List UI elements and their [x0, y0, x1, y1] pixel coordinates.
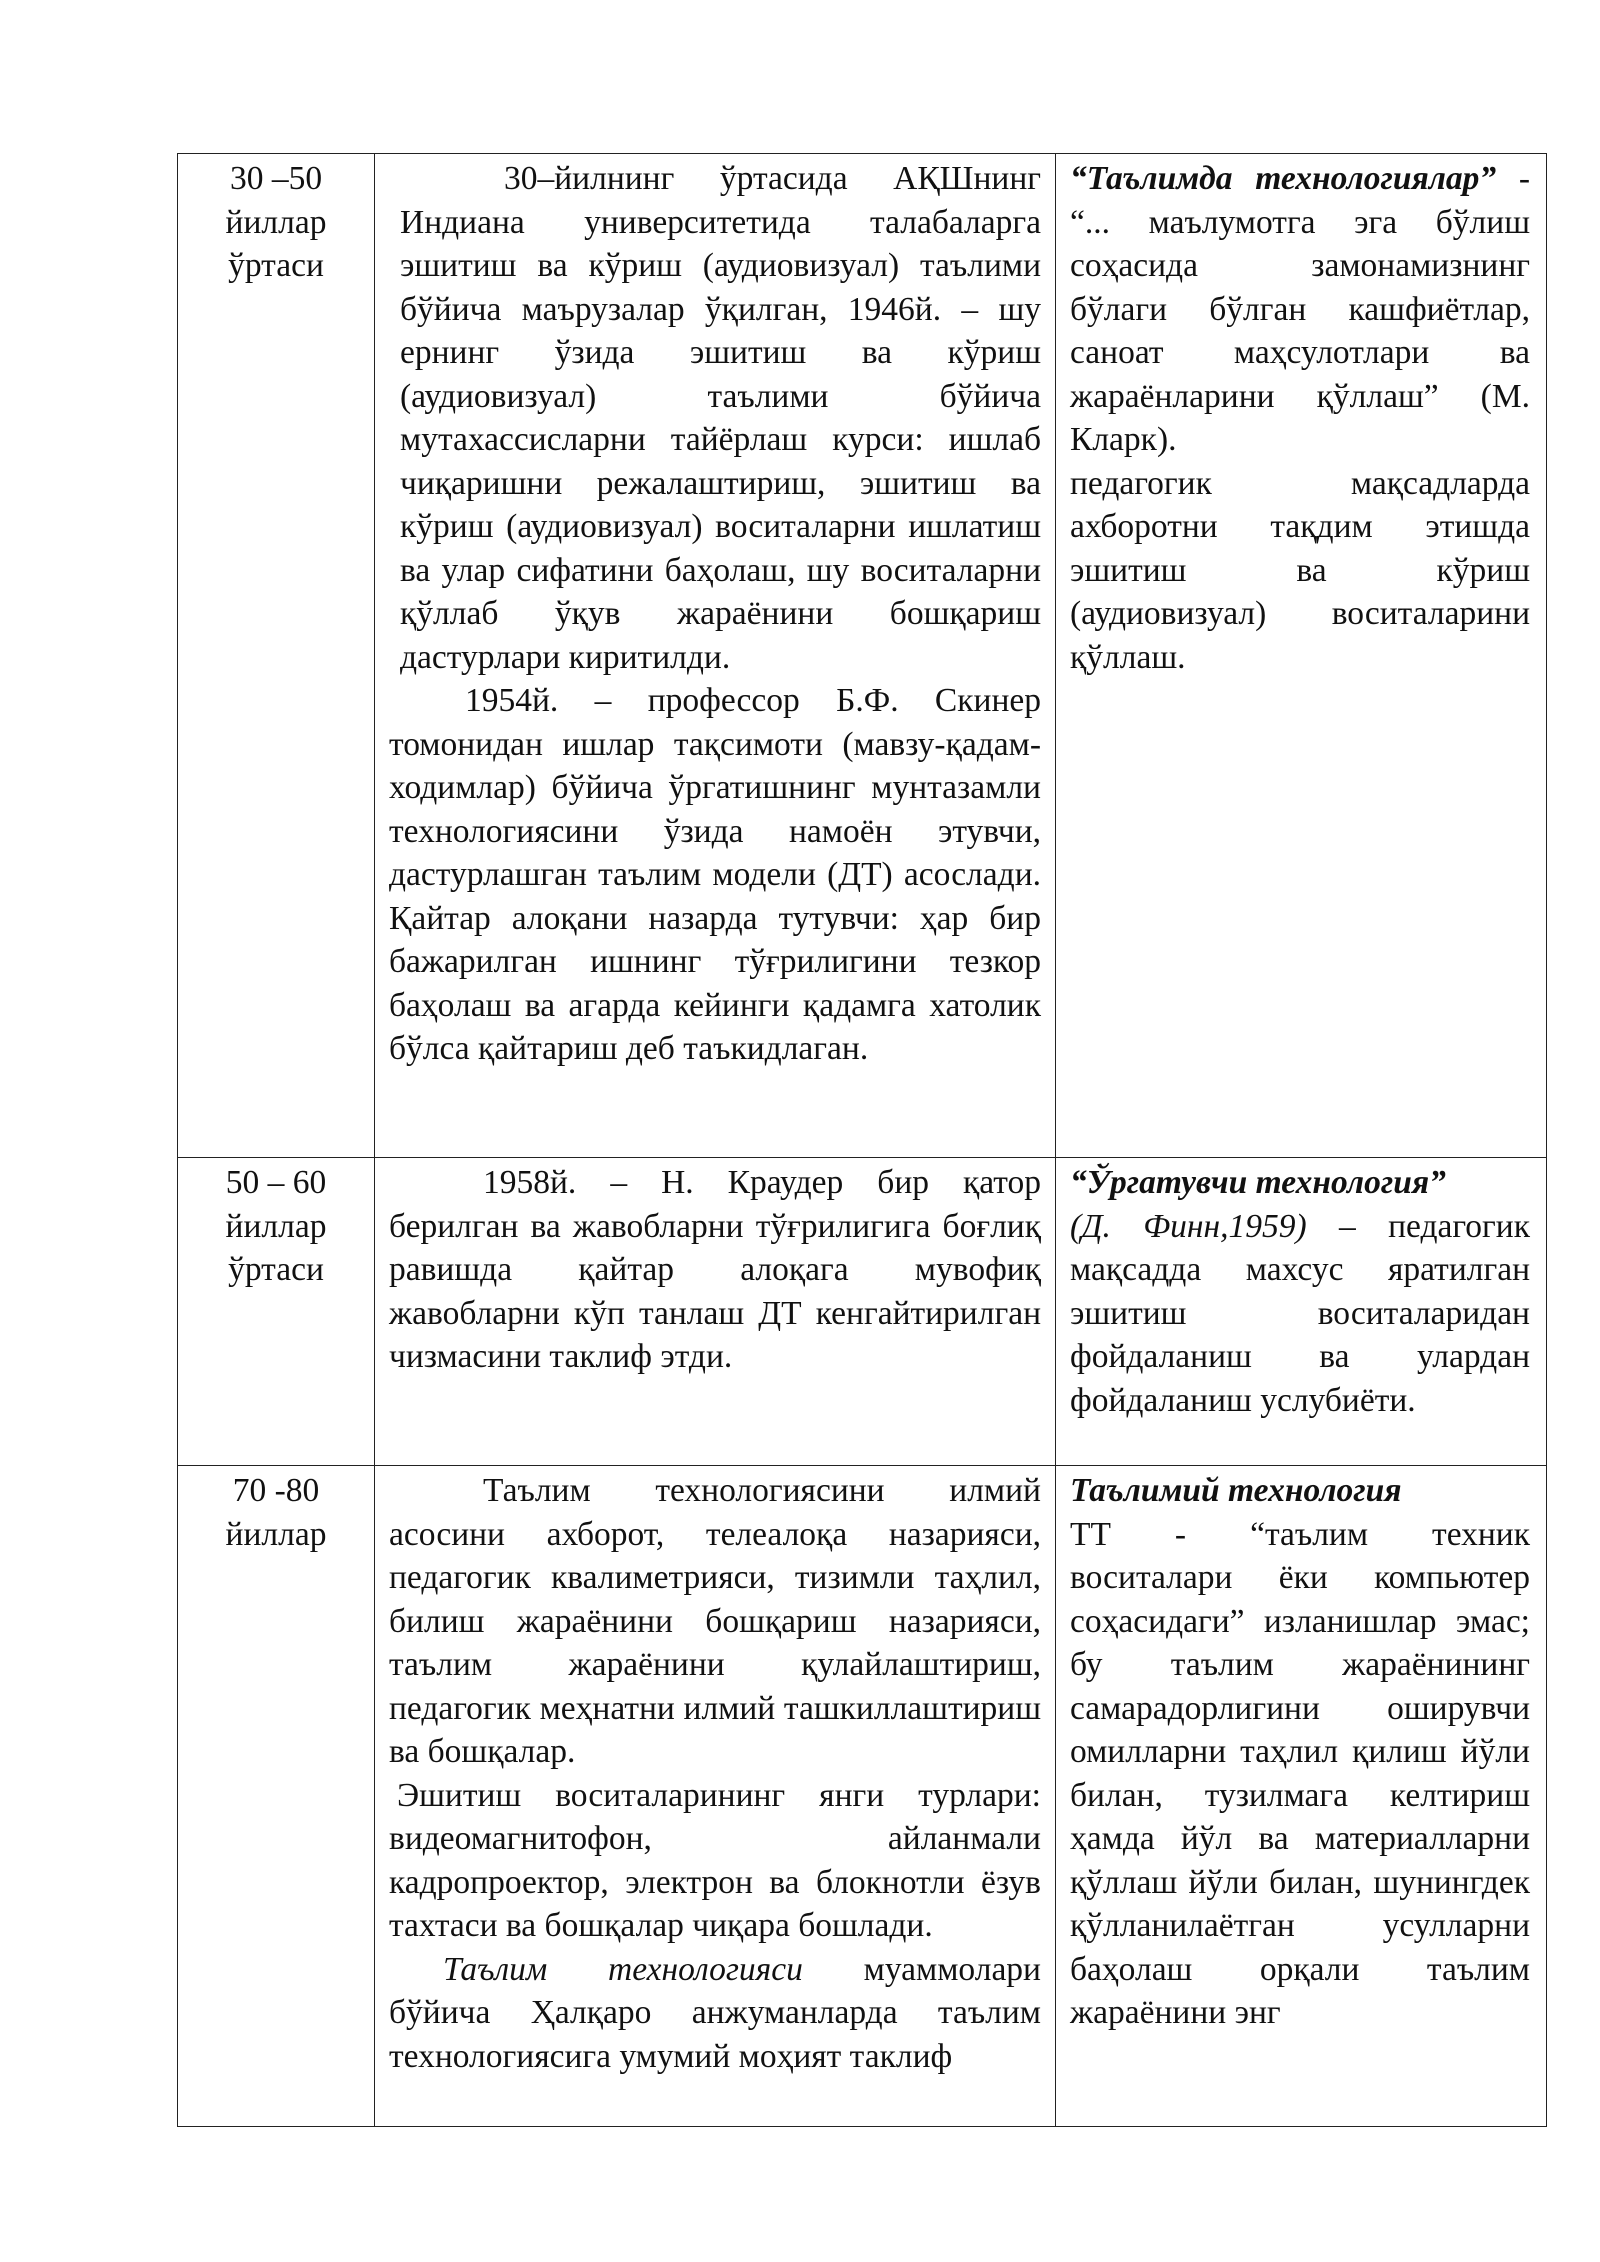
period-line: ўртаси — [228, 1251, 324, 1288]
period-line: йиллар — [225, 1207, 327, 1245]
period-cell — [178, 1158, 375, 1466]
definition-citation: (Д. Финн,1959) — [1070, 1207, 1307, 1245]
description-paragraph: Эшитиш воситаларининг янги турлари: видеомагнитофон, айланмали кадропроектор, электрон ва блокнотли ёзув тахтаси ва бошқалар чиқара бошлади. — [389, 1776, 1041, 1944]
description-cell — [375, 154, 1056, 1158]
description-cell — [375, 1158, 1056, 1466]
table-row — [178, 1466, 1547, 2127]
description-paragraph: 1954й. – профессор Б.Ф. Скинер томонидан ишлар тақсимоти (мавзу-қадам-ходимлар) бўйича ўргатишнинг мунтазамли технологиясини ўзида намоён этувчи, дастурлашган таълим модели (ДТ) асослади. Қайтар алоқани назарда тутувчи: ҳар бир бажарилган ишнинг тўғрилигини тезкор баҳолаш ва агарда кейинги қадамга хатолик бўлса қайтариш деб таъкидлаган. — [389, 682, 1041, 1067]
definition-paragraph: педагогик мақсадларда ахборотни тақдим этишда эшитиш ва кўриш (аудиовизуал) воситаларини қўллаш. — [1070, 464, 1530, 676]
period-line: 50 – 60 — [225, 1164, 327, 1201]
definition-paragraph — [1070, 1469, 1530, 1513]
definition-term: “Таълимда технологиялар” — [1070, 160, 1497, 197]
definition-paragraph — [1070, 1161, 1530, 1422]
definition-term: Таълимий технология — [1070, 1472, 1402, 1509]
description-text: муаммолари бўйича Ҳалқаро анжуманларда таълим технологиясига умумий моҳият таклиф — [389, 1950, 1041, 2075]
description-cell — [375, 1466, 1056, 2127]
description-term: Таълим технологияси — [443, 1950, 803, 1988]
table-row — [178, 154, 1547, 1158]
history-table — [177, 153, 1547, 2127]
period-line: йиллар — [225, 1515, 327, 1553]
period-cell — [178, 1466, 375, 2127]
table-row — [178, 1158, 1547, 1466]
description-paragraph: 1958й. – Н. Краудер бир қатор берилган ва жавобларни тўғрилигига боғлиқ равишда қайтар алоқага мувофиқ жавобларни кўп танлаш ДТ кенгайтирилган чизмасини таклиф этди. — [389, 1164, 1041, 1375]
definition-term: “Ўргатувчи технология” — [1070, 1164, 1446, 1201]
period-line: йиллар — [225, 203, 327, 241]
period-line: 30 –50 — [229, 160, 323, 197]
description-paragraph — [389, 1948, 1041, 2079]
definition-text: - “... маълумотга эга бўлиш соҳасида замонамизнинг бўлаги бўлган кашфиётлар, саноат маҳсулотлари ва жараёнларини қўллаш” (М. Кларк). — [1070, 160, 1530, 458]
definition-cell — [1056, 154, 1547, 1158]
definition-paragraph: ТТ - “таълим техник воситалари ёки компьютер соҳасидаги” изланишлар эмас; бу таълим жараёнининг самарадорлигини оширувчи омилларни таҳлил қилиш йўли билан, тузилмага келтириш ҳамда йўл ва материалларни қўллаш йўли билан, шунингдек қўлланилаётган усулларни баҳолаш орқали таълим жараёнини энг — [1070, 1515, 1530, 2031]
period-line: ўртаси — [228, 247, 324, 284]
definition-cell — [1056, 1466, 1547, 2127]
description-paragraph: 30–йилнинг ўртасида АҚШнинг Индиана университетида талабаларга эшитиш ва кўриш (аудиовизуал) таълими бўйича маърузалар ўқилган, 1946й. – шу ернинг ўзида эшитиш ва кўриш (аудиовизуал) таълими бўйича мутахассисларни тайёрлаш курси: ишлаб чиқаришни режалаштириш, эшитиш ва кўриш (аудиовизуал) воситаларни ишлатиш ва улар сифатини баҳолаш, шу воситаларни қўллаб ўқув жараёнини бошқариш дастурлари киритилди. — [400, 160, 1041, 676]
definition-cell — [1056, 1158, 1547, 1466]
description-paragraph: Таълим технологиясини илмий асосини ахборот, телеалоқа назарияси, педагогик квалиметрияси, тизимли таҳлил, билиш жараёнини бошқариш назарияси, таълим жараёнини қулайлаштириш, педагогик меҳнатни илмий ташкиллаштириш ва бошқалар. — [389, 1472, 1041, 1770]
definition-paragraph — [1070, 157, 1530, 462]
period-line: 70 -80 — [232, 1472, 320, 1509]
definition-text: – педагогик мақсадда махсус яратилган эшитиш воситаларидан фойдаланиш ва улардан фойдаланиш услубиёти. — [1070, 1207, 1530, 1419]
period-cell — [178, 154, 375, 1158]
